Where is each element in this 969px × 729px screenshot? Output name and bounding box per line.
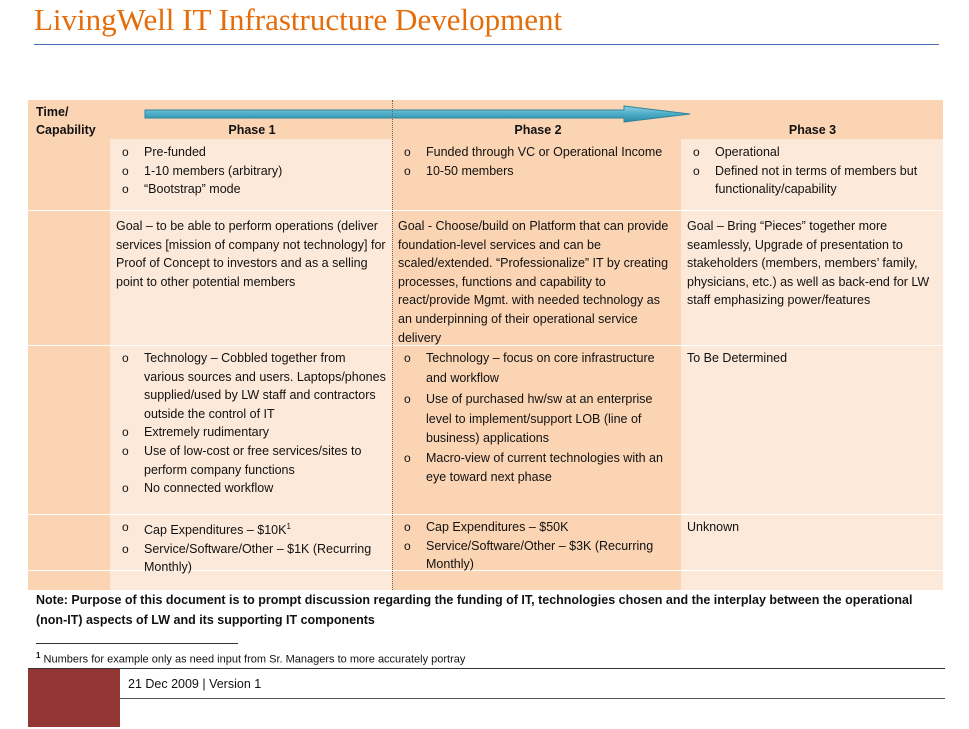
list-item: o Extremely rudimentary [122, 425, 270, 440]
title-underline [34, 44, 939, 45]
list-item: o Funded through VC or Operational Income [404, 145, 663, 159]
list-item: o Use of low-cost or free services/sites to perform company functions [122, 443, 362, 477]
row4-phase2 [392, 515, 681, 574]
footer-date-version: 21 Dec 2009 | Version 1 [128, 677, 262, 691]
footer-rule [28, 668, 945, 669]
header-phase1: Phase 1 [228, 123, 276, 137]
header-phase2: Phase 2 [514, 123, 562, 137]
list-item: o Cap Expenditures – $\$10K^1$ [122, 520, 291, 538]
left-column [28, 139, 110, 590]
timeline-arrow [144, 105, 694, 123]
header-capability: Capability [36, 123, 96, 137]
header-phase3: Phase 3 [788, 123, 837, 137]
header-time: Time/ [36, 105, 69, 119]
list-item: o No connected workflow [122, 481, 274, 496]
row3-phase3: To Be Determined [687, 351, 788, 365]
footer-accent-block [28, 669, 120, 727]
list-item: o Service/Software/Other – $1K (Recurring Monthly) [122, 541, 372, 575]
header-time-capability [36, 103, 116, 139]
list-item: o Technology – focus on core infrastructure and workflow [404, 351, 655, 385]
list-item: o “Bootstrap” mode [122, 182, 241, 197]
footnote-text: Numbers for example only as need input from Sr. Managers to more accurately portray [40, 653, 466, 666]
list-item: o Defined not in terms of members but functionality/capability [693, 163, 918, 197]
footer-bottom-rule [120, 698, 945, 699]
phase-table [28, 100, 943, 590]
footnote-separator [36, 643, 238, 644]
list-item: o Pre-funded [122, 145, 206, 159]
list-item: o 10-50 members [404, 163, 514, 178]
list-item: o Cap Expenditures – $50K [404, 520, 569, 534]
row3-phase1 [110, 346, 392, 498]
list-item: o Operational [693, 145, 780, 159]
list-item: o Use of purchased hw/sw at an enterprise level to implement/support LOB (line of business) applications [404, 392, 653, 445]
footnote-mark: 1 [36, 651, 41, 660]
footnote [36, 651, 465, 666]
list-item: o Service/Software/Other – $3K (Recurring Monthly) [404, 538, 654, 572]
footnote-ref[interactable]: 1 [286, 522, 291, 531]
row2-phase3-goal: Goal – Bring “Pieces” together more seamlessly, Upgrade of presentation to stakeholders (members, members’ family, physicians, etc.) as well as back-end for LW staff emphasizing power/features [687, 219, 930, 308]
document-title: LivingWell IT Infrastructure Development [34, 2, 563, 37]
row-separator [28, 210, 943, 211]
row4-phase1 [110, 515, 392, 577]
list-item: o 1-10 members (arbitrary) [122, 163, 283, 178]
row1-phase1 [110, 140, 392, 199]
row2-phase1-goal: Goal – to be able to perform operations (deliver services [mission of company not technology] for Proof of Concept to investors and as a selling point to other potential members [116, 219, 386, 289]
row4-phase3: Unknown [687, 520, 740, 534]
row3-phase2 [392, 346, 681, 488]
note-paragraph: Note: Purpose of this document is to prompt discussion regarding the funding of IT, technologies chosen and the interplay between the operational (non-IT) aspects of LW and its supporting IT components [36, 593, 913, 627]
list-item: o Technology – Cobbled together from various sources and users. Laptops/phones supplied/used by LW staff and contractors outside the control of IT [122, 351, 386, 421]
list-item: o Macro-view of current technologies with an eye toward next phase [404, 450, 663, 484]
row2-phase2-goal: Goal - Choose/build on Platform that can provide foundation-level services and can be scaled/extended. “Professionalize” IT by creating processes, functions and capability to react/provide Mgmt. with needed technology as an underpinning of their operational service delivery [398, 219, 669, 345]
row1-phase2 [392, 140, 681, 180]
row1-phase3 [681, 140, 943, 199]
